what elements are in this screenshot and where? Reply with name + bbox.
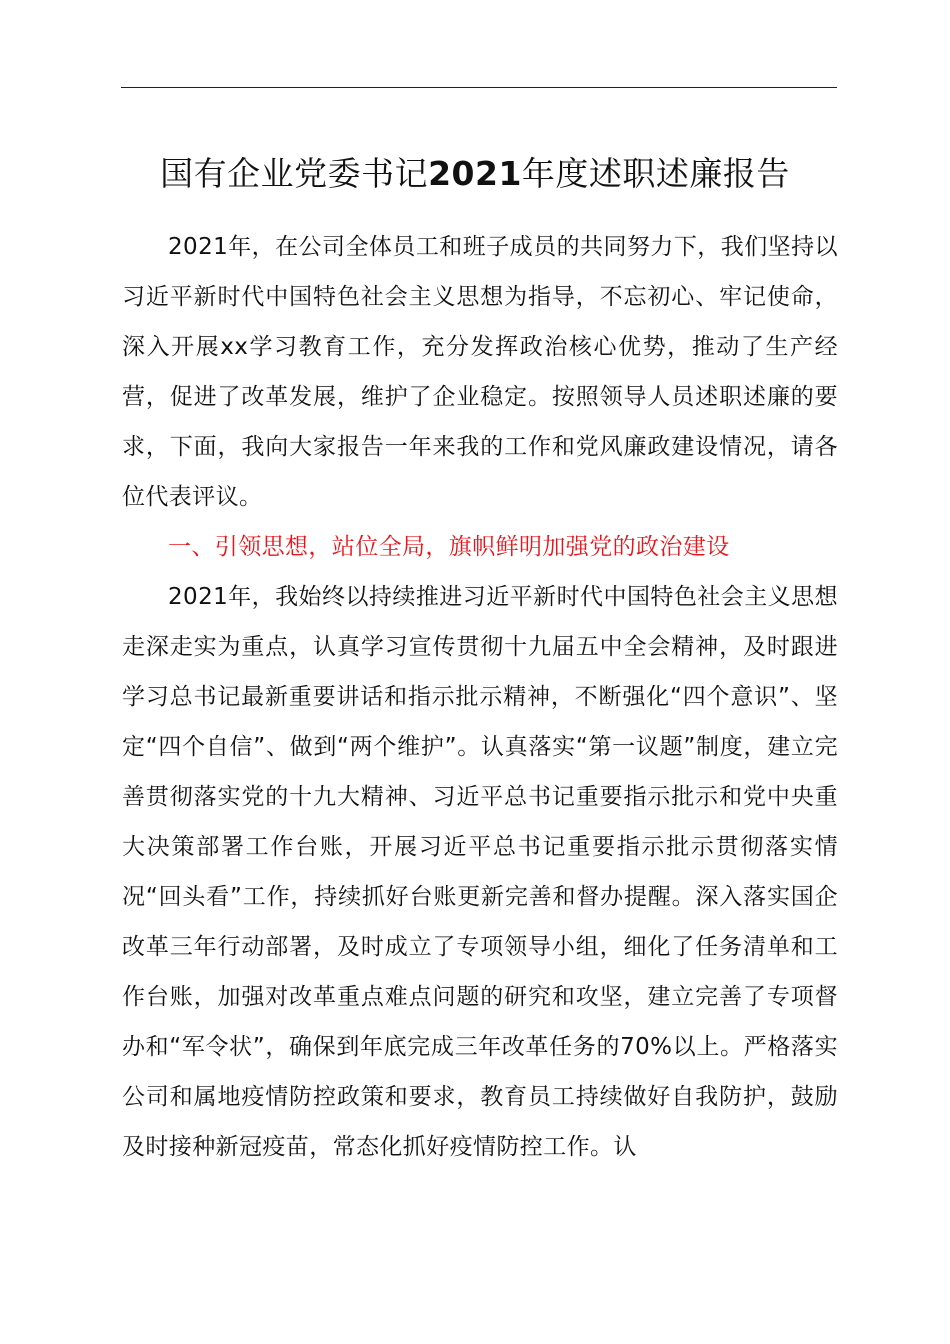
title-prefix: 国有企业党委书记 <box>160 154 429 193</box>
intro-paragraph: 2021年，在公司全体员工和班子成员的共同努力下，我们坚持以习近平新时代中国特色社会主义思想为指导，不忘初心、牢记使命，深入开展xx学习教育工作，充分发挥政治核心优势，推动了生产经营，促进了改革发展，维护了企业稳定。按照领导人员述职述廉的要求，下面，我向大家报告一年来我的工作和党风廉政建设情况，请各位代表评议。 <box>122 234 838 510</box>
section-heading-1: 一、引领思想，站位全局，旗帜鲜明加强党的政治建设 <box>168 534 730 560</box>
document-title <box>0 150 950 198</box>
document-body <box>122 222 838 1172</box>
section-1-paragraph: 2021年，我始终以持续推进习近平新时代中国特色社会主义思想走深走实为重点，认真学习宣传贯彻十九届五中全会精神，及时跟进学习总书记最新重要讲话和指示批示精神，不断强化“四个意识”、坚定“四个自信”、做到“两个维护”。认真落实“第一议题”制度，建立完善贯彻落实党的十九大精神、习近平总书记重要指示批示和党中央重大决策部署工作台账，开展习近平总书记重要指示批示贯彻落实情况“回头看”工作，持续抓好台账更新完善和督办提醒。深入落实国企改革三年行动部署，及时成立了专项领导小组，细化了任务清单和工作台账，加强对改革重点难点问题的研究和攻坚，建立完善了专项督办和“军令状”，确保到年底完成三年改革任务的70%以上。严格落实公司和属地疫情防控政策和要求，教育员工持续做好自我防护，鼓励及时接种新冠疫苗，常态化抓好疫情防控工作。认 <box>122 584 838 1160</box>
title-year: 2021 <box>428 154 522 193</box>
title-suffix: 年度述职述廉报告 <box>521 154 790 193</box>
header-rule <box>121 87 837 88</box>
